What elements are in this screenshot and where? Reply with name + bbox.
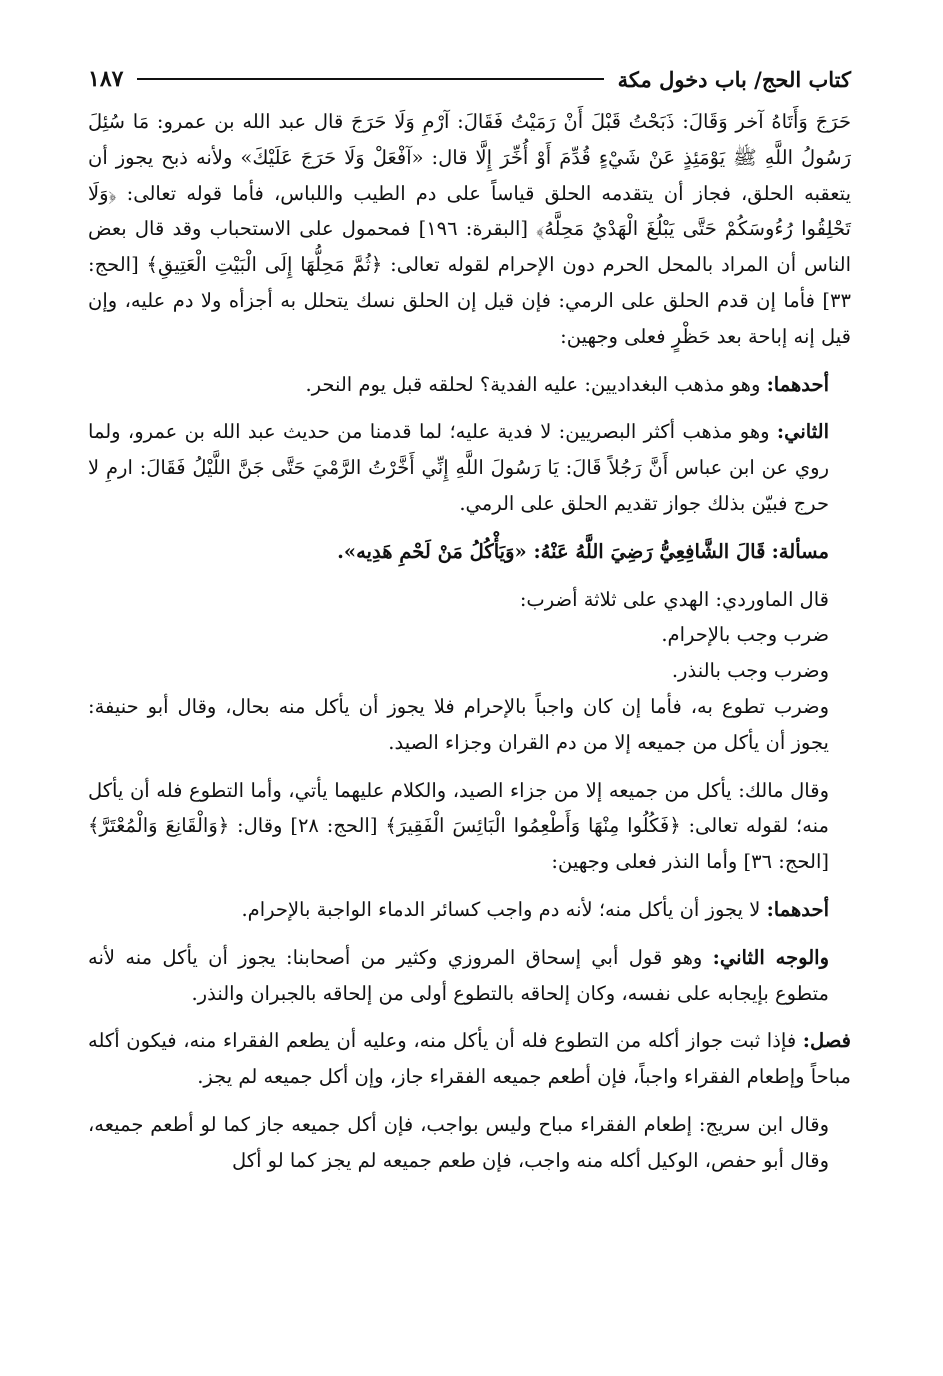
paragraph-text: فإذا ثبت جواز أكله من التطوع فله أن يأكل منه، وعليه أن يطعم الفقراء منه، فيكون أكله مباحاً وإطعام الفقراء واجباً، فإن أطعم جميعه الفقراء جاز، وإن أكل جميعه لم يجز.: [88, 1029, 851, 1089]
paragraph-lead: فصل:: [802, 1029, 851, 1053]
paragraph-text: وهو مذهب البغداديين: عليه الفدية؟ لحلقه قبل يوم النحر.: [305, 372, 761, 396]
paragraph-ibn-surayj: [88, 1107, 851, 1179]
header-rule: [137, 78, 603, 80]
paragraph-text: وهو قول أبي إسحاق المروزي وكثير من أصحابنا: يجوز أن يأكل منه لأنه متطوع بإيجابه على نفسه، وكان إلحاقه بالتطوع أولى من إلحاقه بالجبران والنذر.: [88, 945, 829, 1005]
paragraph-lead: أحدهما:: [766, 897, 829, 921]
paragraph-text: وقال مالك: يأكل من جميعه إلا من جزاء الصيد، والكلام عليهما يأتي، وأما التطوع فله أن يأكل منه؛ لقوله تعالى: ﴿فَكُلُوا مِنْهَا وَأَطْعِمُوا الْبَائِسَ الْفَقِيرَ﴾ [الحج: ٢٨] وقال: ﴿وَالْقَانِعَ وَالْمُعْتَرَّ﴾ [الحج: ٣٦] وأما النذر فعلى وجهين:: [88, 778, 829, 874]
paragraph-lead: والوجه الثاني:: [712, 945, 829, 969]
paragraph-nadhr-second-view: [88, 940, 851, 1012]
paragraph-text: قال الماوردي: الهدي على ثلاثة أضرب:: [519, 587, 829, 611]
paragraph-mawardi: [88, 582, 851, 618]
paragraph-malik: [88, 773, 851, 880]
paragraph-second-view: [88, 414, 851, 521]
paragraph-lead: الثاني:: [776, 420, 829, 444]
paragraph-text: وهو مذهب أكثر البصريين: لا فدية عليه؛ لما قدمنا من حديث عبد الله بن عمرو، ولما روي عن ابن عباس أَنَّ رَجُلاً قَالَ: يَا رَسُولَ اللَّهِ إِنِّي أَخَّرْتُ الرَّمْيَ حَتَّى جَنَّ اللَّيْلُ فَقَالَ: ارمِ لا حرج فبيّن بذلك جواز تقديم الحلق على الرمي.: [88, 420, 829, 515]
page-number: ١٨٧: [88, 66, 124, 92]
page-body: [88, 104, 851, 1179]
paragraph-type-two: [88, 653, 851, 689]
paragraph-lead: مسألة:: [771, 539, 829, 563]
paragraph-text: حَرَجَ وَأَتَاهُ آخر وَقَالَ: ذَبَحْتُ قَبْلَ أَنْ رَمَيْتُ فَقَالَ: آرْمِ وَلَا حَرَجَ قال عبد الله بن عمرو: مَا سُئِلَ رَسُولُ اللَّهِ ﷺ يَوْمَئِذٍ عَنْ شَيْءٍ قُدِّمَ أَوْ أُخِّرَ إِلَّا قال: «آفْعَلْ وَلَا حَرَجَ عَلَيْكَ» ولأنه ذبح يجوز أن يتعقبه الحلق، فجاز أن يتقدمه الحلق قياساً على دم الطيب واللباس، فأما قوله تعالى: ﴿وَلَا تَحْلِقُوا رُءُوسَكُمْ حَتَّى يَبْلُغَ الْهَدْيُ مَحِلَّهُ﴾ [البقرة: ١٩٦] فمحمول على الاستحباب وقد قال بعض الناس أن المراد بالمحل الحرم دون الإحرام لقوله تعالى: ﴿ثُمَّ مَحِلُّهَا إِلَى الْبَيْتِ الْعَتِيقِ﴾ [الحج: ٣٣] فأما إن قدم الحلق على الرمي: فإن قيل إن الحلق نسك يتحلل به أجزأه ولا دم عليه، وإن قيل إنه إباحة بعد حَظْرٍ فعلى وجهين:: [88, 110, 851, 348]
paragraph-masala: [88, 534, 851, 570]
paragraph-text: وضرب تطوع به، فأما إن كان واجباً بالإحرام فلا يجوز أن يأكل منه بحال، وقال أبو حنيفة: يجوز أن يأكل من جميعه إلا من دم القران وجزاء الصيد.: [88, 694, 829, 754]
paragraph-type-three: [88, 689, 851, 761]
paragraph-first-view: [88, 367, 851, 403]
paragraph-text: وضرب وجب بالنذر.: [671, 659, 829, 683]
paragraph-text: وقال ابن سريج: إطعام الفقراء مباح وليس بواجب، فإن أكل جميعه جاز كما لو أطعم جميعه، وقال أبو حفص، الوكيل أكله منه واجب، فإن طعم جميعه لم يجز كما لو أكل: [88, 1112, 829, 1172]
paragraph-nadhr-first-view: [88, 892, 851, 928]
paragraph-fasl: [88, 1023, 851, 1095]
paragraph-type-one: [88, 617, 851, 653]
paragraph-hadith-and-quran-discussion: [88, 104, 851, 355]
chapter-title: كتاب الحج/ باب دخول مكة: [617, 66, 851, 92]
running-header: [88, 62, 851, 96]
paragraph-text: قَالَ الشَّافِعِيُّ رَضِيَ اللَّهُ عَنْهُ: «وَيَأْكُلُ مَنْ لَحْمِ هَدِيه».: [337, 539, 766, 563]
paragraph-text: ضرب وجب بالإحرام.: [661, 623, 829, 647]
paragraph-text: لا يجوز أن يأكل منه؛ لأنه دم واجب كسائر الدماء الواجبة بالإحرام.: [241, 897, 761, 921]
paragraph-lead: أحدهما:: [766, 372, 829, 396]
